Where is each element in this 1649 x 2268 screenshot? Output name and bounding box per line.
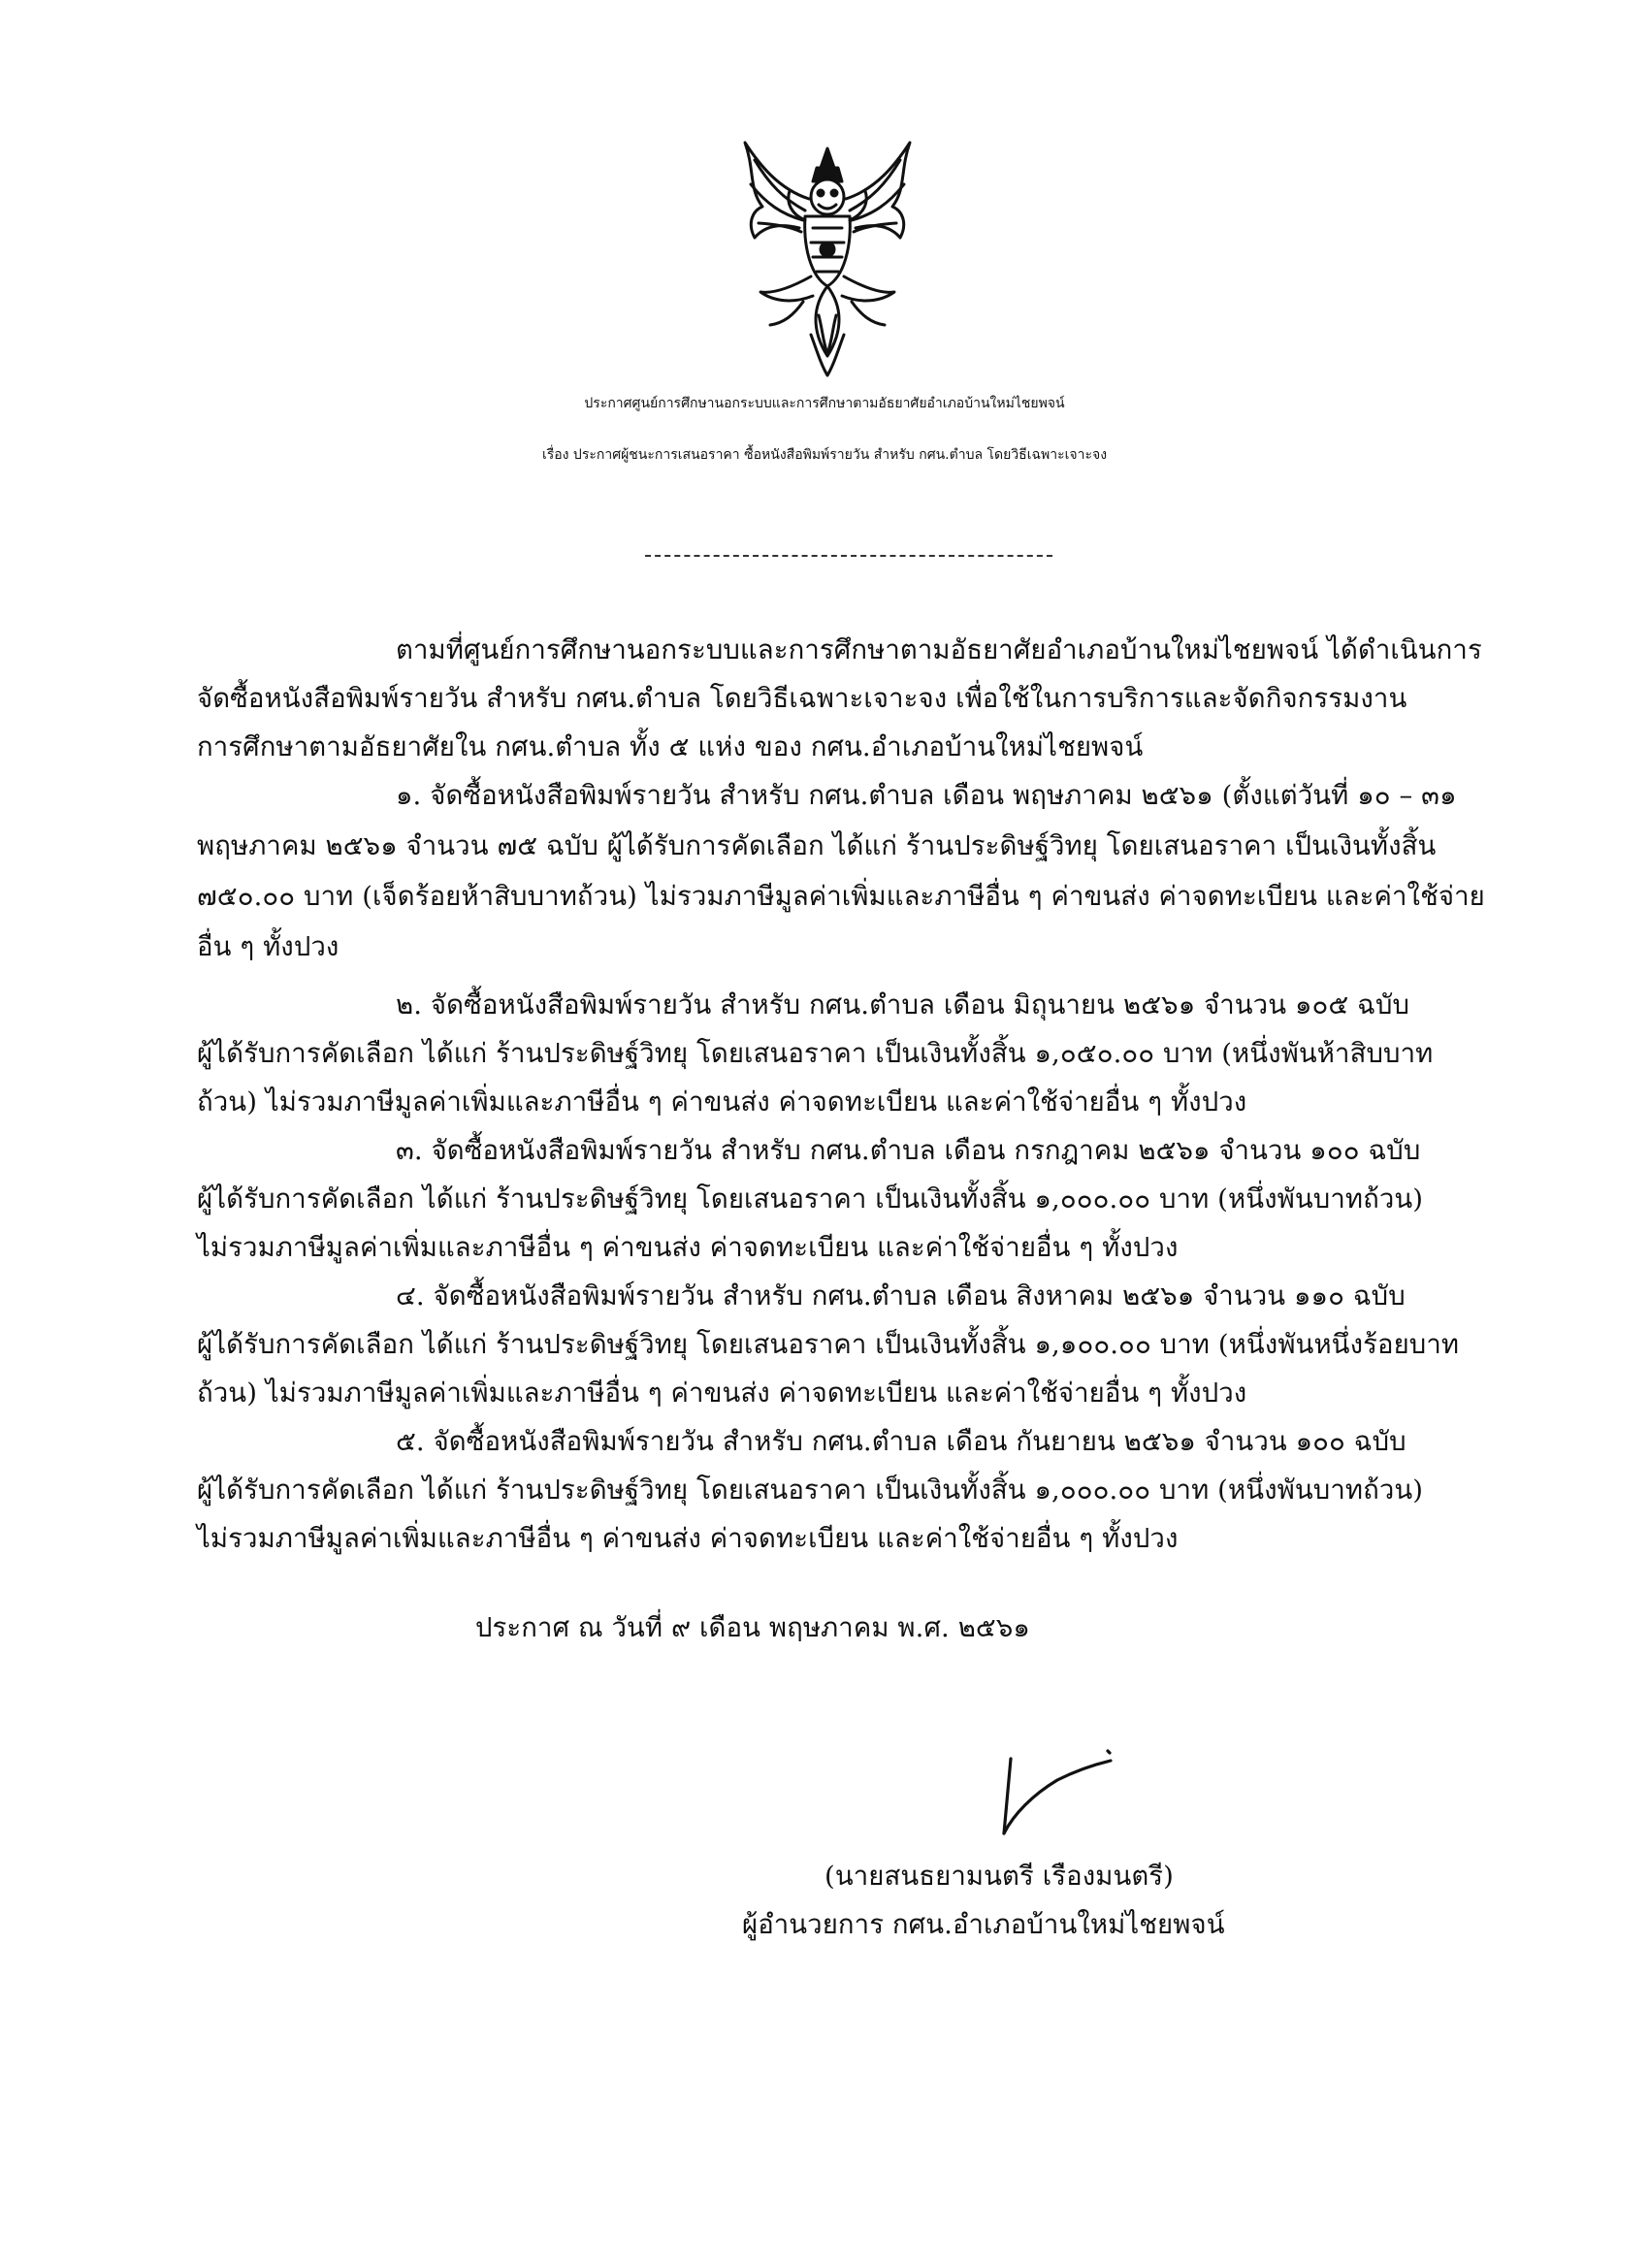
item-4-line: ถ้วน) ไม่รวมภาษีมูลค่าเพิ่มและภาษีอื่น ๆ ค่าขนส่ง ค่าจดทะเบียน และค่าใช้จ่ายอื่น ๆ ทั้งปวง bbox=[197, 1377, 1247, 1409]
item-4-line: ผู้ได้รับการคัดเลือก ได้แก่ ร้านประดิษฐ์วิทยุ โดยเสนอราคา เป็นเงินทั้งสิ้น ๑,๑๐๐.๐๐ บาท (หนึ่งพันหนึ่งร้อยบาท bbox=[197, 1329, 1460, 1360]
signatory-position: ผู้อำนวยการ กศน.อำเภอบ้านใหม่ไชยพจน์ bbox=[742, 1909, 1225, 1940]
item-5-line: ๕. จัดซื้อหนังสือพิมพ์รายวัน สำหรับ กศน.ตำบล เดือน กันยายน ๒๕๖๑ จำนวน ๑๐๐ ฉบับ bbox=[396, 1426, 1406, 1457]
item-2-line: ๒. จัดซื้อหนังสือพิมพ์รายวัน สำหรับ กศน.ตำบล เดือน มิถุนายน ๒๕๖๑ จำนวน ๑๐๕ ฉบับ bbox=[396, 989, 1410, 1021]
announcement-subject: เรื่อง ประกาศผู้ชนะการเสนอราคา ซื้อหนังสือพิมพ์รายวัน สำหรับ กศน.ตำบล โดยวิธีเฉพาะเจาะจง bbox=[541, 447, 1108, 463]
item-1-line: ๑. จัดซื้อหนังสือพิมพ์รายวัน สำหรับ กศน.ตำบล เดือน พฤษภาคม ๒๕๖๑ (ตั้งแต่วันที่ ๑๐ – ๓๑ bbox=[396, 780, 1457, 811]
item-4-line: ๔. จัดซื้อหนังสือพิมพ์รายวัน สำหรับ กศน.ตำบล เดือน สิงหาคม ๒๕๖๑ จำนวน ๑๑๐ ฉบับ bbox=[396, 1280, 1406, 1312]
signature-icon bbox=[980, 1741, 1125, 1848]
intro-line: การศึกษาตามอัธยาศัยใน กศน.ตำบล ทั้ง ๕ แห่ง ของ กศน.อำเภอบ้านใหม่ไชยพจน์ bbox=[197, 731, 1144, 762]
item-5-line: ไม่รวมภาษีมูลค่าเพิ่มและภาษีอื่น ๆ ค่าขนส่ง ค่าจดทะเบียน และค่าใช้จ่ายอื่น ๆ ทั้งปวง bbox=[197, 1523, 1179, 1554]
item-3-line: ไม่รวมภาษีมูลค่าเพิ่มและภาษีอื่น ๆ ค่าขนส่ง ค่าจดทะเบียน และค่าใช้จ่ายอื่น ๆ ทั้งปวง bbox=[197, 1232, 1179, 1263]
item-3-line: ๓. จัดซื้อหนังสือพิมพ์รายวัน สำหรับ กศน.ตำบล เดือน กรกฎาคม ๒๕๖๑ จำนวน ๑๐๐ ฉบับ bbox=[396, 1135, 1421, 1166]
announcement-title: ประกาศศูนย์การศึกษานอกระบบและการศึกษาตามอัธยาศัยอำเภอบ้านใหม่ไชยพจน์ bbox=[584, 396, 1065, 411]
garuda-emblem-icon bbox=[735, 131, 920, 383]
intro-line: จัดซื้อหนังสือพิมพ์รายวัน สำหรับ กศน.ตำบล โดยวิธีเฉพาะเจาะจง เพื่อใช้ในการบริการและจัดกิจกรรมงาน bbox=[197, 683, 1407, 714]
item-1-line: อื่น ๆ ทั้งปวง bbox=[197, 931, 340, 962]
intro-line: ตามที่ศูนย์การศึกษานอกระบบและการศึกษาตามอัธยาศัยอำเภอบ้านใหม่ไชยพจน์ ได้ดำเนินการ bbox=[396, 634, 1482, 665]
item-1-line: ๗๕๐.๐๐ บาท (เจ็ดร้อยห้าสิบบาทถ้วน) ไม่รวมภาษีมูลค่าเพิ่มและภาษีอื่น ๆ ค่าขนส่ง ค่าจดทะเบียน และค่าใช้จ่าย bbox=[197, 881, 1485, 912]
item-2-line: ผู้ได้รับการคัดเลือก ได้แก่ ร้านประดิษฐ์วิทยุ โดยเสนอราคา เป็นเงินทั้งสิ้น ๑,๐๕๐.๐๐ บาท (หนึ่งพันห้าสิบบาท bbox=[197, 1038, 1434, 1069]
signatory-name: (นายสนธยามนตรี เรืองมนตรี) bbox=[824, 1861, 1175, 1892]
item-2-line: ถ้วน) ไม่รวมภาษีมูลค่าเพิ่มและภาษีอื่น ๆ ค่าขนส่ง ค่าจดทะเบียน และค่าใช้จ่ายอื่น ๆ ทั้งปวง bbox=[197, 1086, 1247, 1118]
heading-divider bbox=[645, 555, 1052, 557]
item-1-line: พฤษภาคม ๒๕๖๑ จำนวน ๗๕ ฉบับ ผู้ได้รับการคัดเลือก ได้แก่ ร้านประดิษฐ์วิทยุ โดยเสนอราคา เป็นเงินทั้งสิ้น bbox=[197, 830, 1437, 861]
item-5-line: ผู้ได้รับการคัดเลือก ได้แก่ ร้านประดิษฐ์วิทยุ โดยเสนอราคา เป็นเงินทั้งสิ้น ๑,๐๐๐.๐๐ บาท (หนึ่งพันบาทถ้วน) bbox=[197, 1474, 1424, 1506]
item-3-line: ผู้ได้รับการคัดเลือก ได้แก่ ร้านประดิษฐ์วิทยุ โดยเสนอราคา เป็นเงินทั้งสิ้น ๑,๐๐๐.๐๐ บาท (หนึ่งพันบาทถ้วน) bbox=[197, 1183, 1424, 1215]
announcement-date: ประกาศ ณ วันที่ ๙ เดือน พฤษภาคม พ.ศ. ๒๕๖๑ bbox=[475, 1612, 1030, 1643]
